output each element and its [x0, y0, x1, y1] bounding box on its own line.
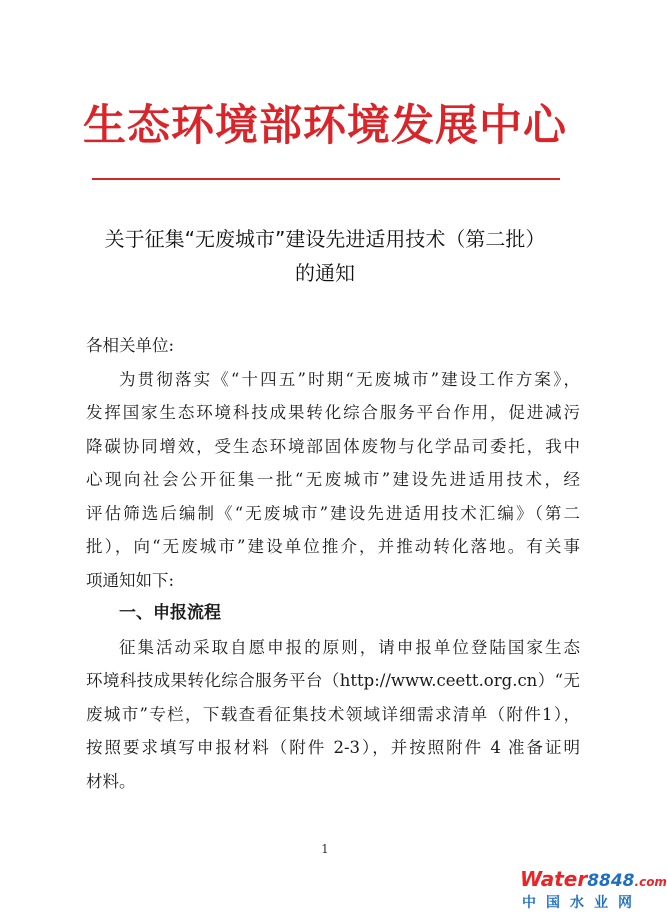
page-number: 1: [321, 842, 329, 856]
salutation: 各相关单位:: [86, 336, 175, 355]
header-divider: [92, 178, 560, 180]
paragraph-line: 发挥国家生态环境科技成果转化综合服务平台作用，促进减污: [86, 403, 580, 422]
site-watermark: [520, 867, 667, 916]
notice-body: [86, 329, 580, 798]
paragraph-line: 废城市”专栏，下载查看征集技术领域详细需求清单（附件1），: [86, 704, 580, 724]
paragraph-line: 项通知如下:: [86, 570, 175, 590]
paragraph-line: 批），向“无废城市”建设单位推介，并推动转化落地。有关事: [86, 537, 580, 556]
notice-title-line-2: 的通知: [295, 261, 355, 285]
paragraph-line: 征集活动采取自愿申报的原则，请申报单位登陆国家生态: [119, 637, 580, 657]
paragraph-intro: [86, 363, 580, 598]
notice-title-line-1: 关于征集“无废城市”建设先进适用技术（第二批）: [104, 227, 546, 251]
watermark-brand-number: 8848: [587, 871, 635, 891]
section-heading-application-process: 一、申报流程: [119, 603, 221, 623]
watermark-brand-word: Water: [520, 867, 588, 891]
notice-title: [0, 222, 650, 290]
paragraph-line: 为贯彻落实《“十四五”时期“无废城市”建设工作方案》，: [119, 369, 580, 389]
paragraph-line: 降碳协同增效，受生态环境部固体废物与化学品司委托，我中: [86, 436, 580, 456]
watermark-logo: [520, 867, 667, 893]
paragraph-line: 心现向社会公开征集一批“无废城市”建设先进适用技术，经: [86, 470, 580, 489]
paragraph-application: [86, 631, 580, 799]
paragraph-line: 环境科技成果转化综合服务平台（http://www.ceett.org.cn）“无: [86, 671, 580, 690]
paragraph-line: 按照要求填写申报材料（附件 2-3），并按照附件 4 准备证明: [86, 738, 580, 757]
watermark-brand-domain: .com: [634, 875, 667, 889]
paragraph-line: 评估筛选后编制《“无废城市”建设先进适用技术汇编》（第二: [86, 503, 580, 523]
organization-header: 生态环境部环境发展中心: [83, 101, 567, 151]
paragraph-line: 材料。: [86, 771, 136, 791]
watermark-subtitle: 中国水业网: [522, 895, 642, 911]
